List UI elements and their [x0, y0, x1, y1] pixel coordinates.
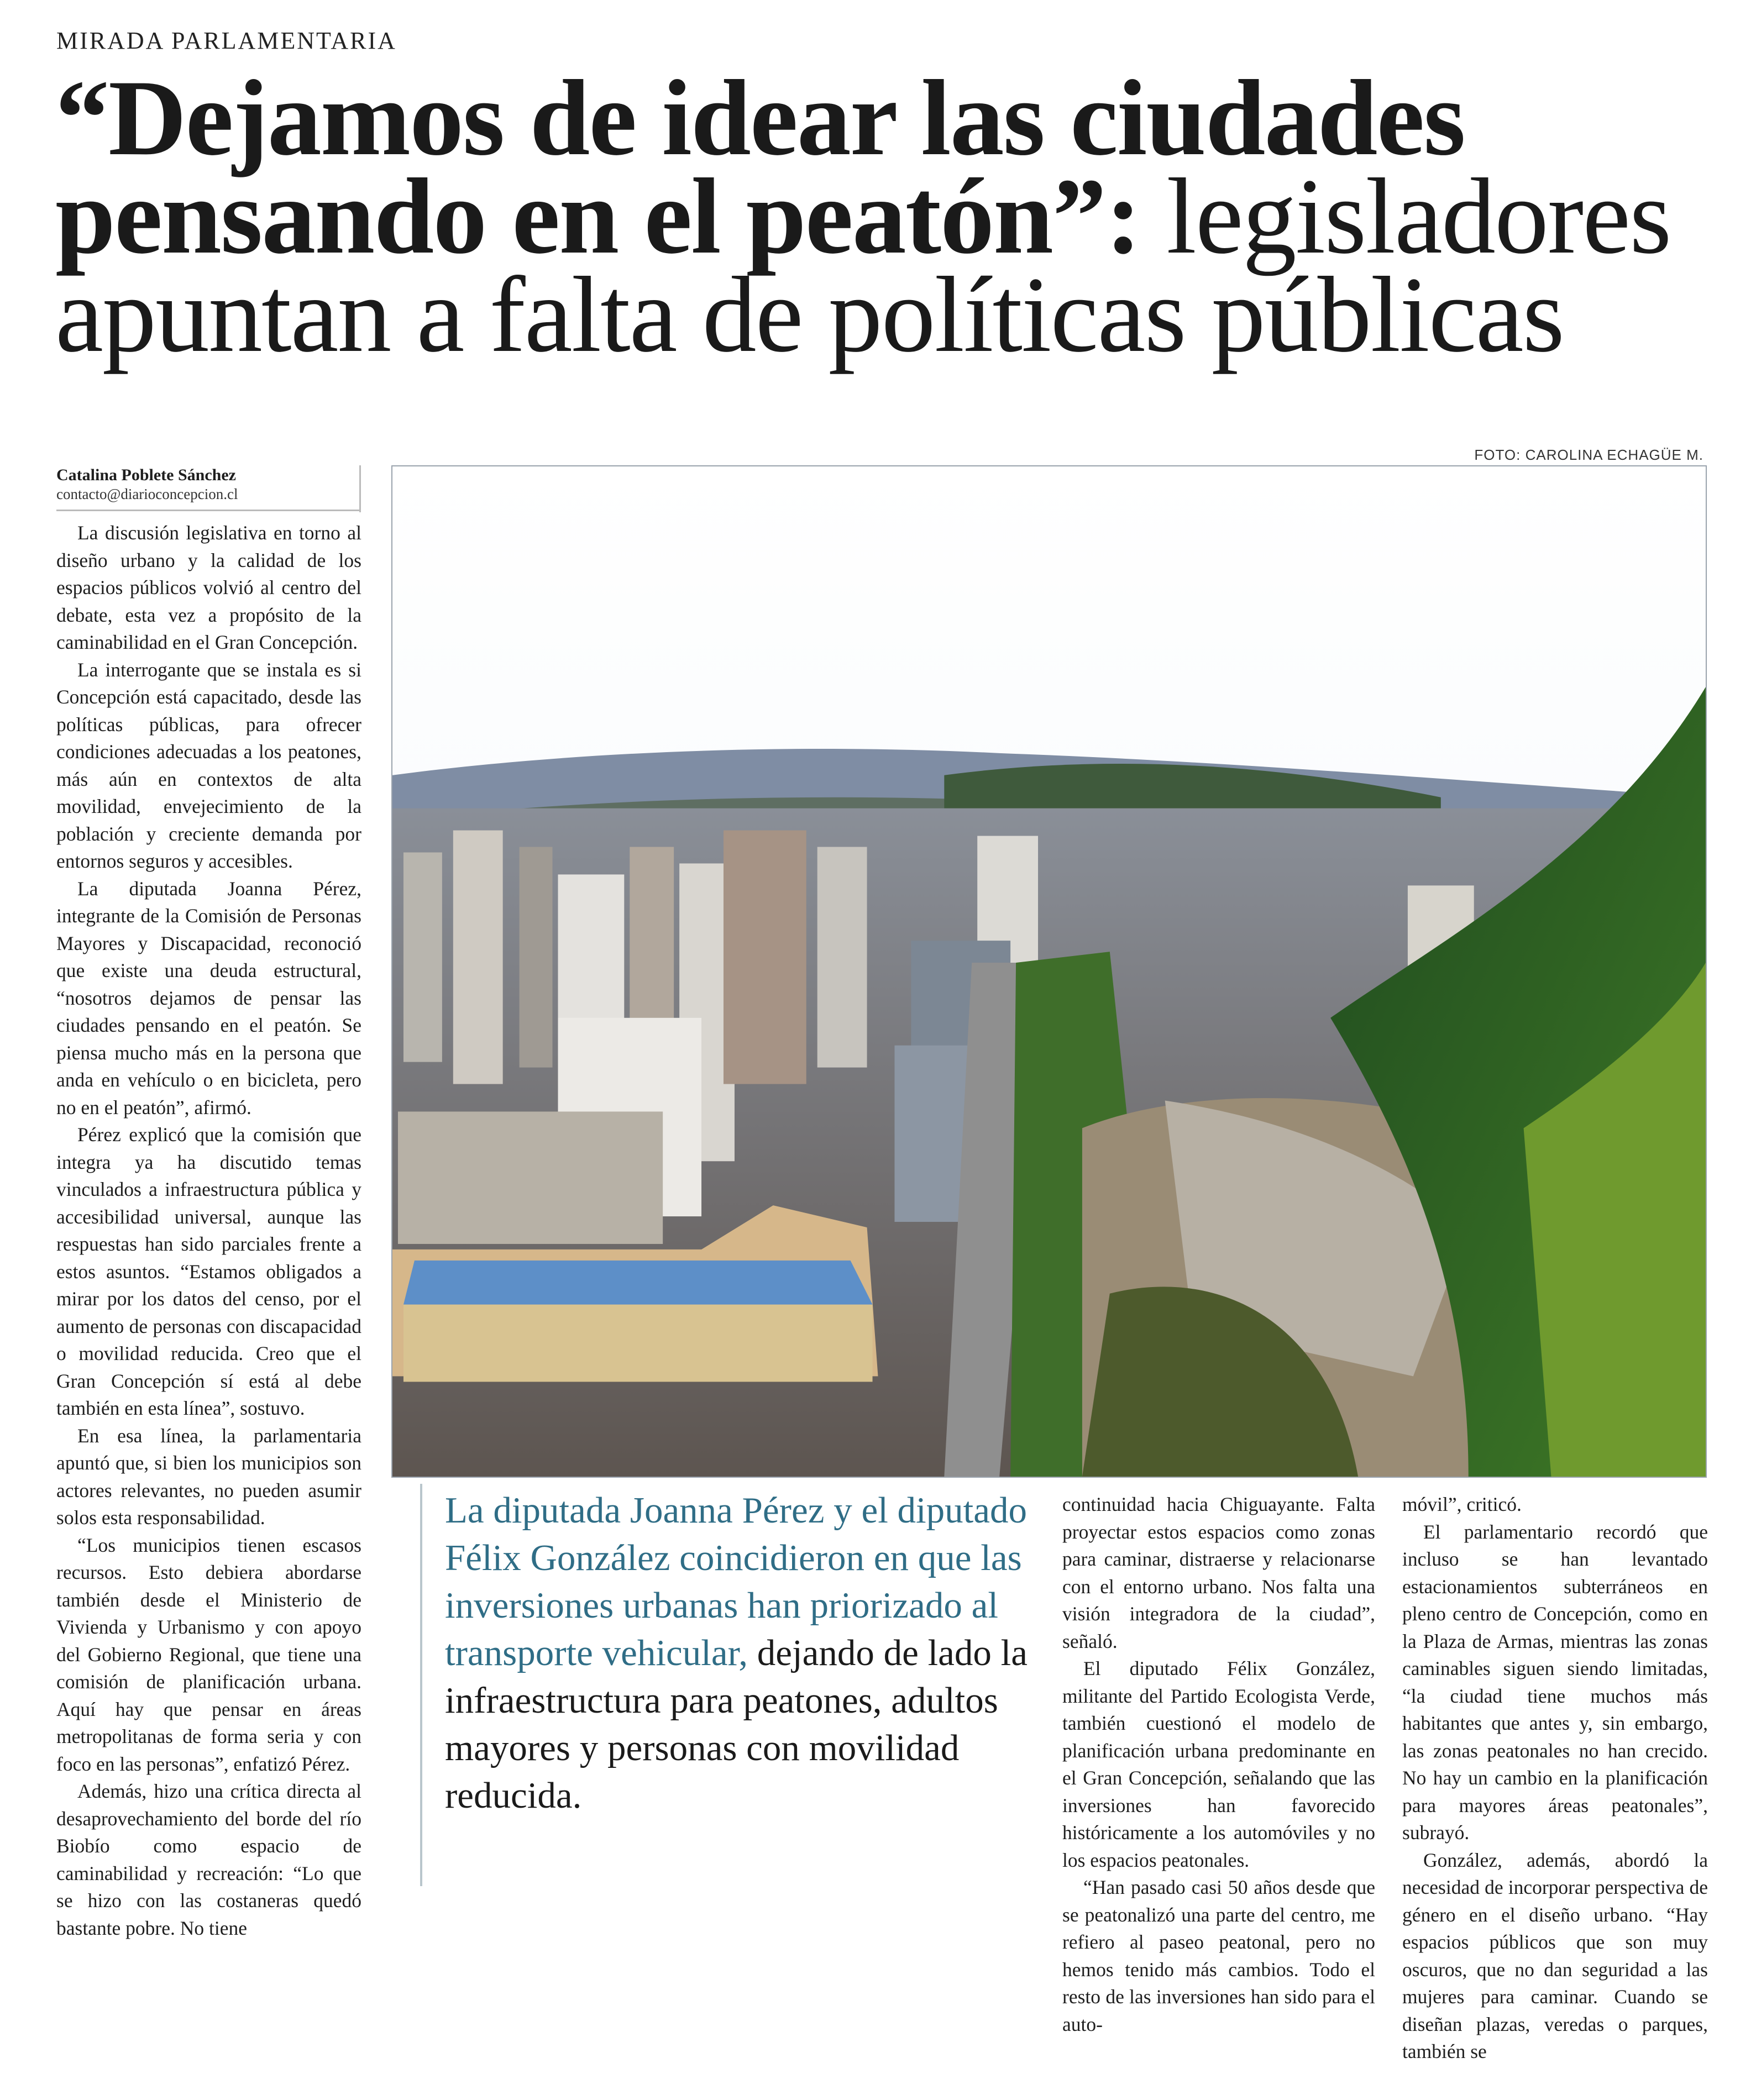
- paragraph: Además, hizo una crítica directa al desaprovechamiento del borde del río Biobío como espacio de caminabilidad y recreación: “Lo que se hizo con las costaneras quedó bastante pobre. No tiene: [56, 1780, 361, 1939]
- paragraph: continuidad hacia Chiguayante. Falta proyectar estos espacios como zonas para caminar, distraerse y relacionarse con el entorno urbano. Nos falta una visión integradora de la ciudad”, señaló.: [1062, 1493, 1375, 1652]
- article-column-2: [1062, 1491, 1375, 2088]
- paragraph: “Han pasado casi 50 años desde que se peatonalizó una parte del centro, me refiero al paseo peatonal, pero no hemos tenido más cambios. Todo el resto de las inversiones han sido para el auto-: [1062, 1876, 1375, 2035]
- paragraph: La interrogante que se instala es si Concepción está capacitado, desde las políticas públicas, para ofrecer condiciones adecuadas a los peatones, más aún en contextos de alta movilidad, envejecimiento de la población y creciente demanda por entornos seguros y accesibles.: [56, 658, 361, 872]
- byline-divider-vertical: [359, 465, 361, 512]
- author-name: Catalina Poblete Sánchez: [56, 466, 236, 484]
- headline-rest: legisladores apuntan a falta de políticas públicas: [55, 156, 1671, 375]
- paragraph: La diputada Joanna Pérez, integrante de la Comisión de Personas Mayores y Discapacidad, reconoció que existe una deuda estructural, “nosotros dejamos de pensar las ciudades pensando en el peatón. Se piensa mucho más en la persona que anda en vehículo o en bicicleta, pero no en el peatón”, afirmó.: [56, 877, 361, 1119]
- paragraph: “Los municipios tienen escasos recursos. Esto debiera abordarse también desde el Ministerio de Vivienda y Urbanismo y con apoyo del Gobierno Regional, que tiene una comisión de planificación urbana. Aquí hay que pensar en áreas metropolitanas de forma seria y con foco en las personas”, enfatizó Pérez.: [56, 1534, 361, 1775]
- paragraph: El diputado Félix González, militante del Partido Ecologista Verde, también cuestionó el modelo de planificación urbana predominante en el Gran Concepción, señalando que las inversiones han favorecido históricamente a los automóviles y no los espacios peatonales.: [1062, 1657, 1375, 1871]
- paragraph: móvil”, criticó.: [1402, 1493, 1522, 1515]
- article-column-3: [1402, 1491, 1708, 2088]
- byline: [56, 465, 363, 503]
- pullquote-rule: [420, 1484, 422, 1886]
- photo-credit: FOTO: CAROLINA ECHAGÜE M.: [1474, 447, 1703, 463]
- paragraph: Pérez explicó que la comisión que integra ya ha discutido temas vinculados a infraestructura pública y accesibilidad universal, aunque las respuestas han sido parciales frente a estos asuntos. “Estamos obligados a mirar por los datos del censo, por el aumento de personas con discapacidad o movilidad reducida. Creo que el Gran Concepción sí está al debe también en esta línea”, sostuvo.: [56, 1124, 361, 1419]
- pullquote-rest: dejando de lado la infraestructura para peatones, adultos mayores y personas con movilidad reducida.: [445, 1632, 1028, 1816]
- section-label: MIRADA PARLAMENTARIA: [56, 27, 397, 54]
- pullquote: [445, 1487, 1031, 1819]
- byline-divider-horizontal: [56, 510, 360, 511]
- paragraph: El parlamentario recordó que incluso se han levantado estacionamientos subterráneos en pleno centro de Concepción, como en la Plaza de Armas, mientras las zonas caminables siguen siendo limitadas, “la ciudad tiene muchos más habitantes que antes y, sin embargo, las zonas peatonales no han crecido. No hay un cambio en la planificación para mayores áreas peatonales”, subrayó.: [1402, 1520, 1708, 1844]
- headline-quote: “Dejamos de idear las ciudades pensando en el peatón”:: [55, 58, 1465, 276]
- article-column-1: [56, 519, 361, 2078]
- city-aerial-photo: [391, 465, 1707, 1478]
- author-email[interactable]: contacto@diarioconcepcion.cl: [56, 486, 238, 502]
- aerial-city-illustration: [392, 466, 1706, 1477]
- paragraph: En esa línea, la parlamentaria apuntó que, si bien los municipios son actores relevantes, no pueden asumir solos esta responsabilidad.: [56, 1424, 361, 1529]
- headline: [55, 58, 1713, 375]
- paragraph: González, además, abordó la necesidad de incorporar perspectiva de género en el diseño urbano. “Hay espacios públicos que son muy oscuros, que no dan seguridad a las mujeres para caminar. Cuando se diseñan plazas, veredas o parques, también se: [1402, 1849, 1708, 2062]
- paragraph: La discusión legislativa en torno al diseño urbano y la calidad de los espacios públicos volvió al centro del debate, esta vez a propósito de la caminabilidad en el Gran Concepción.: [56, 522, 361, 653]
- pullquote-highlight: La diputada Joanna Pérez y el diputado Félix González coincidieron en que las inversiones urbanas han priorizado al transporte vehicular,: [445, 1490, 1028, 1673]
